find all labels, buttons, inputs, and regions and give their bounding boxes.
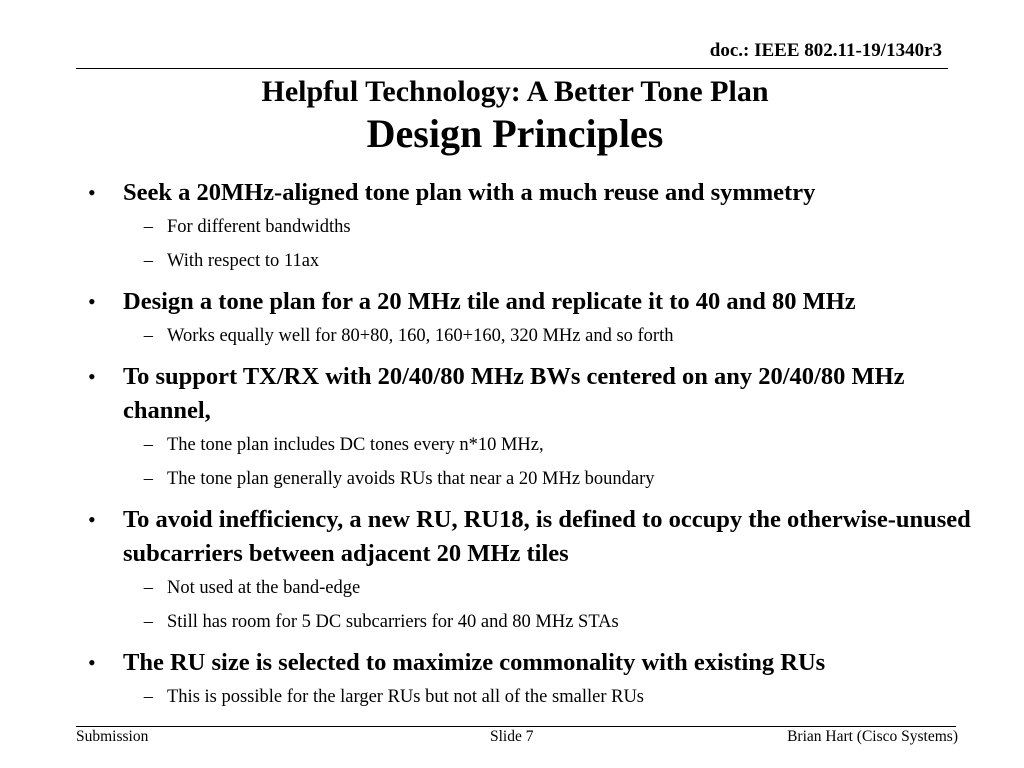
dash-icon: – <box>143 612 153 632</box>
document-id: doc.: IEEE 802.11-19/1340r3 <box>709 40 942 61</box>
sub-text: This is possible for the larger RUs but not all of the smaller RUs <box>167 687 644 707</box>
bullet-item <box>88 646 988 710</box>
sub-list <box>123 214 988 274</box>
sub-item <box>123 575 988 601</box>
sub-text: The tone plan includes DC tones every n*10 MHz, <box>167 435 544 455</box>
bullet-text: Seek a 20MHz-aligned tone plan with a much reuse and symmetry <box>123 179 816 206</box>
sub-list <box>123 432 988 492</box>
bullet-icon: • <box>88 180 96 205</box>
sub-list <box>123 684 988 710</box>
sub-text: For different bandwidths <box>167 217 351 237</box>
bullet-item <box>88 503 988 635</box>
bullet-item <box>88 360 988 492</box>
bullet-text: The RU size is selected to maximize commonality with existing RUs <box>123 649 826 676</box>
sub-item <box>123 214 988 240</box>
dash-icon: – <box>143 578 153 598</box>
sub-item <box>123 466 988 492</box>
bullet-icon: • <box>88 650 96 675</box>
bullet-text: To avoid inefficiency, a new RU, RU18, is defined to occupy the otherwise-unused subcarriers between adjacent 20 MHz tiles <box>123 506 971 567</box>
dash-icon: – <box>143 217 153 237</box>
dash-icon: – <box>143 326 153 346</box>
header-divider <box>76 68 948 69</box>
sub-list <box>123 323 988 349</box>
dash-icon: – <box>143 251 153 271</box>
bullet-text: To support TX/RX with 20/40/80 MHz BWs centered on any 20/40/80 MHz channel, <box>123 363 905 424</box>
sub-item <box>123 432 988 458</box>
slide-title: Helpful Technology: A Better Tone Plan <box>261 75 769 108</box>
title-block <box>0 74 1024 158</box>
sub-text: Works equally well for 80+80, 160, 160+160, 320 MHz and so forth <box>167 326 674 346</box>
footer-author: Brian Hart (Cisco Systems) <box>787 728 958 745</box>
sub-text: Not used at the band-edge <box>167 578 361 598</box>
sub-text: With respect to 11ax <box>167 251 320 271</box>
dash-icon: – <box>143 435 153 455</box>
bullet-text: Design a tone plan for a 20 MHz tile and replicate it to 40 and 80 MHz <box>123 288 856 315</box>
bullet-icon: • <box>88 289 96 314</box>
bullet-item <box>88 285 988 349</box>
footer-slide-number: Slide 7 <box>490 728 534 745</box>
sub-text: The tone plan generally avoids RUs that near a 20 MHz boundary <box>167 469 655 489</box>
sub-item <box>123 609 988 635</box>
sub-item <box>123 248 988 274</box>
footer-submission: Submission <box>76 728 149 745</box>
dash-icon: – <box>143 687 153 707</box>
bullet-icon: • <box>88 364 96 389</box>
bullet-icon: • <box>88 507 96 532</box>
bullet-list <box>88 176 988 721</box>
sub-item <box>123 684 988 710</box>
slide-subtitle: Design Principles <box>366 111 664 156</box>
sub-text: Still has room for 5 DC subcarriers for 40 and 80 MHz STAs <box>167 612 619 632</box>
sub-list <box>123 575 988 635</box>
sub-item <box>123 323 988 349</box>
dash-icon: – <box>143 469 153 489</box>
footer-divider <box>76 726 956 727</box>
bullet-item <box>88 176 988 274</box>
